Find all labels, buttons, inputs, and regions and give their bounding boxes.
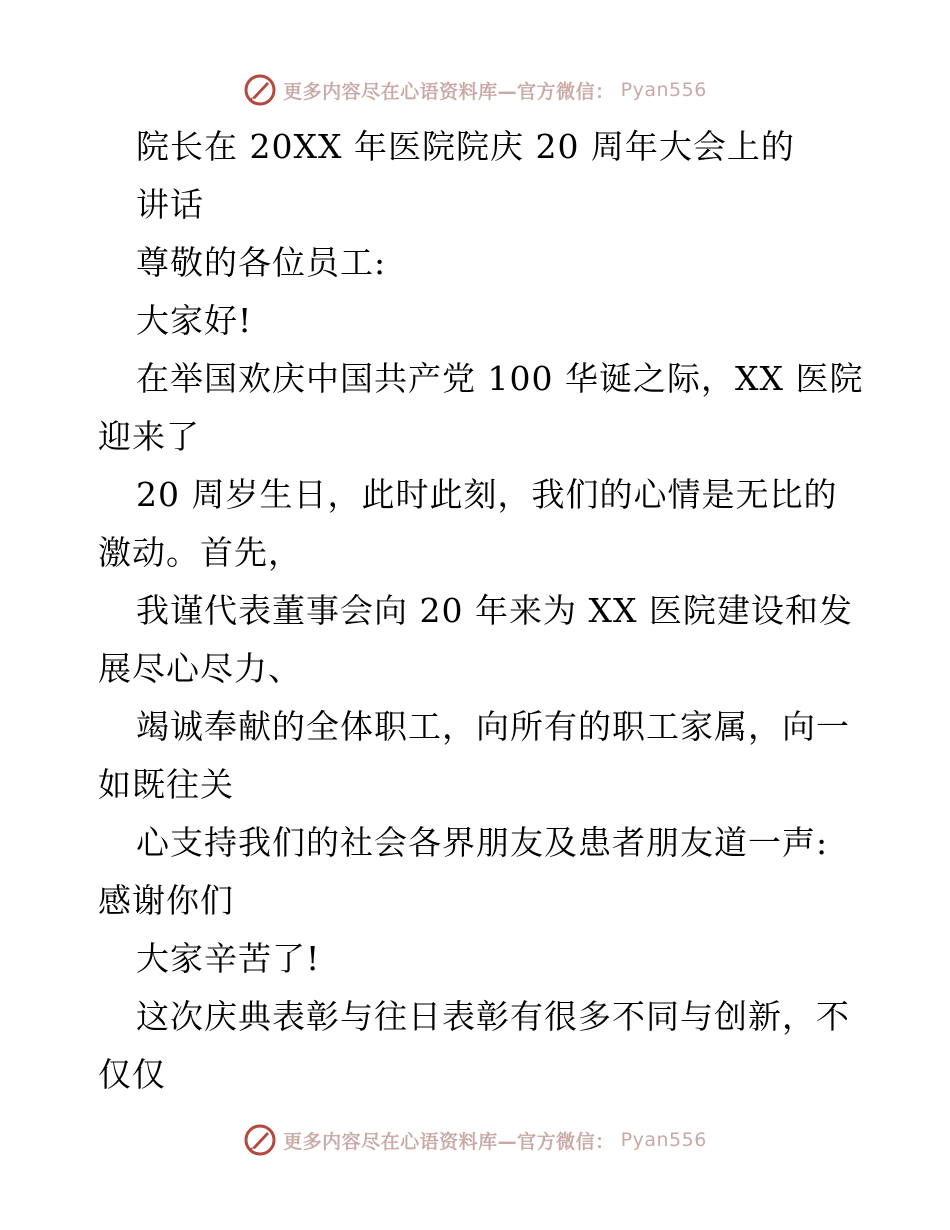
doc-line: 竭诚奉献的全体职工，向所有的职工家属，向一 <box>136 707 850 746</box>
doc-line: 20 周岁生日，此时此刻，我们的心情是无比的 <box>136 475 838 514</box>
doc-line: 院长在 20XX 年医院院庆 20 周年大会上的 <box>136 127 795 166</box>
banner-text: 更多内容尽在心语资料库—官方微信： <box>283 80 615 103</box>
doc-line: 尊敬的各位员工: <box>136 243 387 282</box>
doc-line: 大家好! <box>136 301 253 340</box>
doc-line: 讲话 <box>136 185 204 224</box>
doc-line: 这次庆典表彰与往日表彰有很多不同与创新，不 <box>136 997 850 1036</box>
doc-line: 激动。首先， <box>98 533 302 572</box>
doc-line: 大家辛苦了! <box>136 939 321 978</box>
doc-line: 仅仅 <box>98 1055 166 1094</box>
header-banner <box>0 70 950 110</box>
feather-pen-logo-icon <box>243 1123 277 1157</box>
doc-line: 展尽心尽力、 <box>98 649 302 688</box>
doc-line: 感谢你们 <box>98 881 234 920</box>
doc-line: 在举国欢庆中国共产党 100 华诞之际，XX 医院 <box>136 359 864 398</box>
footer-banner <box>0 1120 950 1160</box>
banner-wechat-id: Pyan556 <box>620 1129 707 1151</box>
doc-line: 如既往关 <box>98 765 234 804</box>
feather-pen-logo-icon <box>243 73 277 107</box>
document-body <box>98 118 864 1104</box>
doc-line: 迎来了 <box>98 417 200 456</box>
banner-wechat-id: Pyan556 <box>620 79 707 101</box>
doc-line: 我谨代表董事会向 20 年来为 XX 医院建设和发 <box>136 591 853 630</box>
doc-line: 心支持我们的社会各界朋友及患者朋友道一声: <box>136 823 829 862</box>
banner-text: 更多内容尽在心语资料库—官方微信： <box>283 1130 615 1153</box>
